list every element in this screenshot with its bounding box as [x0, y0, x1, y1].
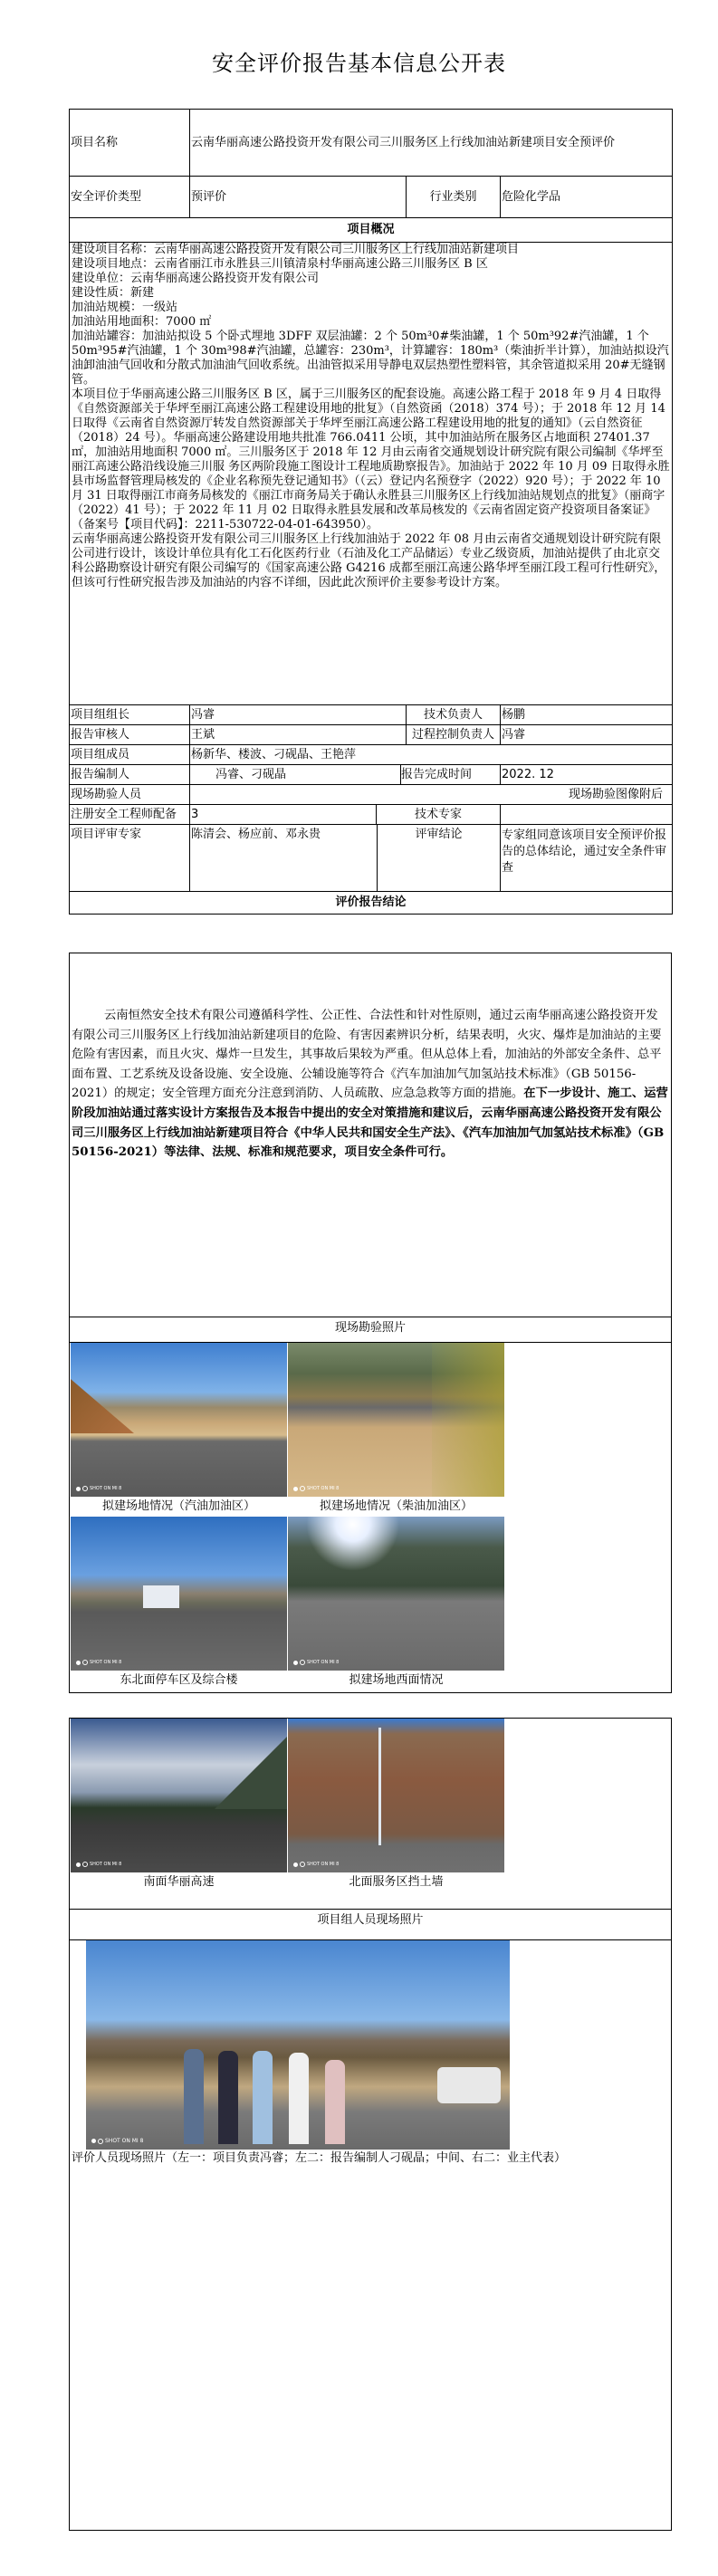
overview-line: 云南华丽高速公路投资开发有限公司三川服务区上行线加油站于 2022 年 08 月由云南省交通规划设计研究院有限公司进行设计，该设计单位具有化工石化医药行业（石油及化工产品储运）专业乙级资质，加油站提供了由北京交科公路勘察设计研究有限公司编写的《国家高速公路 G4216 成都至丽江高速公路华坪至丽江段工程可行性研究》，但该可行性研究报告涉及加油站的内容不详细，因此此次预评价主要参考设计方案。 — [72, 532, 666, 589]
overview-line: 建设性质：新建 — [72, 286, 155, 300]
camera-watermark: SHOT ON MI 8 — [76, 1660, 121, 1665]
team-photo-caption: 评价人员现场照片（左一：项目负责冯睿；左二：报告编制人刁砚晶；中间、右二：业主代表） — [72, 2151, 567, 2165]
photo-caption: 拟建场地情况（柴油加油区） — [319, 1499, 473, 1513]
conclusion-section — [69, 953, 672, 1693]
conclusion-text: 云南恒然安全技术有限公司遵循科学性、公正性、合法性和针对性原则，通过云南华丽高速公路投资开发有限公司三川服务区上行线加油站新建项目的危险、有害因素辨识分析，结果表明，火灾、爆炸是加油站的主要危险有害因素，而且火灾、爆炸一旦发生，其事故后果较为严重。但从总体上看，加油站的外部安全条件、总平面布置、工艺系统及设备设施、安全设施、公辅设施等符合《汽车加油加气加氢站技术标准》（GB 50156-2021）的规定；安全管理方面充分注意到消防、人员疏散、应急急救等方面的措施。 — [72, 1009, 662, 1101]
camera-watermark: SHOT ON MI 8 — [76, 1862, 121, 1867]
conclusion-paragraph — [70, 1006, 671, 1163]
conclusion-bold-text: 在下一步设计、施工、运营阶段加油站通过落实设计方案报告及本报告中提出的安全对策措施和建议后，云南华丽高速公路投资开发有限公司三川服务区上行线加油站新建项目符合《中华人民共和国安全生产法》、《汽车加油加气加氢站技术标准》（GB 50156-2021）等法律、法规、标准和规范要求，项目安全条件可行。 — [72, 1087, 668, 1160]
reviewer-label: 报告审核人 — [70, 725, 190, 745]
review-conclusion-label: 评审结论 — [377, 825, 500, 891]
review-experts-value: 陈清会、杨应前、邓永贵 — [191, 828, 321, 841]
overview-line: 建设项目名称：云南华丽高速公路投资开发有限公司三川服务区上行线加油站新建项目 — [72, 243, 520, 256]
team-photo-header: 项目组人员现场照片 — [70, 1909, 671, 1940]
site-photo-west-side — [288, 1517, 504, 1671]
project-name-value: 云南华丽高速公路投资开发有限公司三川服务区上行线加油站新建项目安全预评价 — [190, 110, 673, 177]
tech-expert-value — [501, 805, 673, 825]
site-photos-header: 现场勘验照片 — [70, 1317, 671, 1343]
eval-type-value: 预评价 — [190, 177, 407, 218]
overview-line: 建设项目地点：云南省丽江市永胜县三川镇清泉村华丽高速公路三川服务区 B 区 — [72, 257, 488, 271]
reviewer-value: 王斌 — [190, 725, 407, 745]
review-experts-label: 项目评审专家 — [70, 825, 190, 892]
review-conclusion-value: 专家组同意该项目安全预评价报告的总体结论，通过安全条件审查 — [501, 825, 673, 892]
photo-caption: 拟建场地西面情况 — [349, 1673, 444, 1687]
author-and-completion — [190, 765, 501, 785]
camera-watermark: SHOT ON MI 8 — [91, 2138, 143, 2144]
camera-watermark: SHOT ON MI 8 — [76, 1486, 121, 1491]
table-row — [70, 892, 673, 915]
completion-value: 2022. 12 — [501, 765, 673, 785]
tech-lead-value: 杨鹏 — [501, 705, 673, 725]
photo-caption: 南面华丽高速 — [143, 1875, 215, 1889]
overview-line: 建设单位：云南华丽高速公路投资开发有限公司 — [72, 272, 320, 285]
photo-caption: 拟建场地情况（汽油加油区） — [101, 1499, 255, 1513]
team-photo-area — [70, 1939, 671, 2168]
site-photo-north-retaining-wall — [288, 1719, 504, 1872]
photo-caption: 东北面停车区及综合楼 — [120, 1673, 238, 1687]
overview-line: 加油站用地面积：7000 ㎡ — [72, 315, 212, 329]
camera-watermark: SHOT ON MI 8 — [293, 1862, 339, 1867]
engineers-label: 注册安全工程师配备 — [70, 805, 190, 825]
team-leader-value: 冯睿 — [190, 705, 407, 725]
table-row — [70, 177, 673, 218]
completion-label: 报告完成时间 — [400, 765, 500, 784]
table-row — [70, 243, 673, 705]
industry-value: 危险化学品 — [501, 177, 673, 218]
overview-line: 加油站罐容：加油站拟设 5 个卧式埋地 3DFF 双层油罐：2 个 50m³0#柴油罐，1 个 50m³92#汽油罐，1 个 50m³95#汽油罐，1 个 30m³98#汽油罐，总罐容：230m³，计算罐容：180m³（柴油折半计算），加油站拟设汽油卸油油气回收和分散式加油油气回收系统。出油管拟采用导静电双层热塑性塑料管，其余管道拟采用 20#无缝钢管。 — [72, 330, 669, 387]
team-leader-label: 项目组组长 — [70, 705, 190, 725]
camera-watermark: SHOT ON MI 8 — [293, 1660, 339, 1665]
members-label: 项目组成员 — [70, 745, 190, 765]
table-row — [70, 218, 673, 243]
author-label: 报告编制人 — [70, 765, 190, 785]
table-row — [70, 765, 673, 785]
engineers-and-expert — [190, 805, 501, 825]
site-photo-northeast-parking — [71, 1517, 287, 1671]
site-photo-diesel-area — [288, 1343, 504, 1497]
conclusion-header: 评价报告结论 — [70, 892, 673, 915]
table-row — [70, 705, 673, 725]
survey-staff-value: 现场勘验图像附后 — [190, 785, 673, 805]
industry-label: 行业类别 — [407, 177, 501, 218]
experts-and-conclusion — [190, 825, 501, 892]
tech-lead-label: 技术负责人 — [407, 705, 501, 725]
table-row — [70, 725, 673, 745]
author-value: 冯睿、刁砚晶 — [215, 768, 287, 781]
info-table — [69, 109, 673, 915]
survey-staff-label: 现场勘验人员 — [70, 785, 190, 805]
page-title: 安全评价报告基本信息公开表 — [212, 51, 506, 76]
process-lead-label: 过程控制负责人 — [407, 725, 501, 745]
photo-caption: 北面服务区挡土墙 — [349, 1875, 444, 1889]
overview-header: 项目概况 — [70, 218, 673, 243]
table-row — [70, 785, 673, 805]
site-photo-gasoline-area — [71, 1343, 287, 1497]
tech-expert-label: 技术专家 — [376, 805, 500, 824]
overview-line: 加油站规模：一级站 — [72, 301, 178, 314]
table-row — [70, 110, 673, 177]
table-row — [70, 805, 673, 825]
members-value: 杨新华、楼波、刁砚晶、王艳萍 — [190, 745, 673, 765]
eval-type-label: 安全评价类型 — [70, 177, 190, 218]
overview-body — [70, 243, 673, 705]
site-photos-grid — [70, 1342, 671, 1690]
engineers-value: 3 — [191, 808, 199, 821]
table-row — [70, 825, 673, 892]
photos-section — [69, 1718, 672, 2531]
camera-watermark: SHOT ON MI 8 — [293, 1486, 339, 1491]
process-lead-value: 冯睿 — [501, 725, 673, 745]
site-photo-south-highway — [71, 1719, 287, 1872]
table-row — [70, 745, 673, 765]
project-name-label: 项目名称 — [70, 110, 190, 177]
team-photo — [86, 1940, 510, 2150]
overview-line: 本项目位于华丽高速公路三川服务区 B 区，属于三川服务区的配套设施。高速公路工程于 2018 年 9 月 4 日取得《自然资源部关于华坪至丽江高速公路工程建设用地的批复》（自然资函（2018）374 号）；于 2018 年 12 月 14 日取得《云南省自然资源厅转发自然资源部关于华坪至丽江高速公路工程建设用地的批复的通知》（云自然资征（2018）24 号）。华丽高速公路建设用地共批准 766.0411 公顷，其中加油站所在服务区占地面积 27401.37 ㎡，加油站用地面积 7000 ㎡。三川服务区于 2018 年 12 月由云南省交通规划设计研究院有限公司编制《华坪至丽江高速公路沿线设施三川服 务区两阶段施工图设计工程地质勘察报告》。加油站于 2022 年 10 月 09 日取得永胜县市场监督管理局核发的《企业名称预先登记通知书》（（云）登记内名预登字（2022）920 号）；于 2022 年 10 月 31 日取得丽江市商务局核发的《丽江市商务局关于确认永胜县三川服务区上行线加油站规划点的批复》（丽商字（2022）41 号）；于 2022 年 11 月 02 日取得永胜县发展和改革局核发的《云南省固定资产投资项目备案证》（备案号【项目代码】：2211-530722-04-01-643950）。 — [72, 388, 670, 531]
